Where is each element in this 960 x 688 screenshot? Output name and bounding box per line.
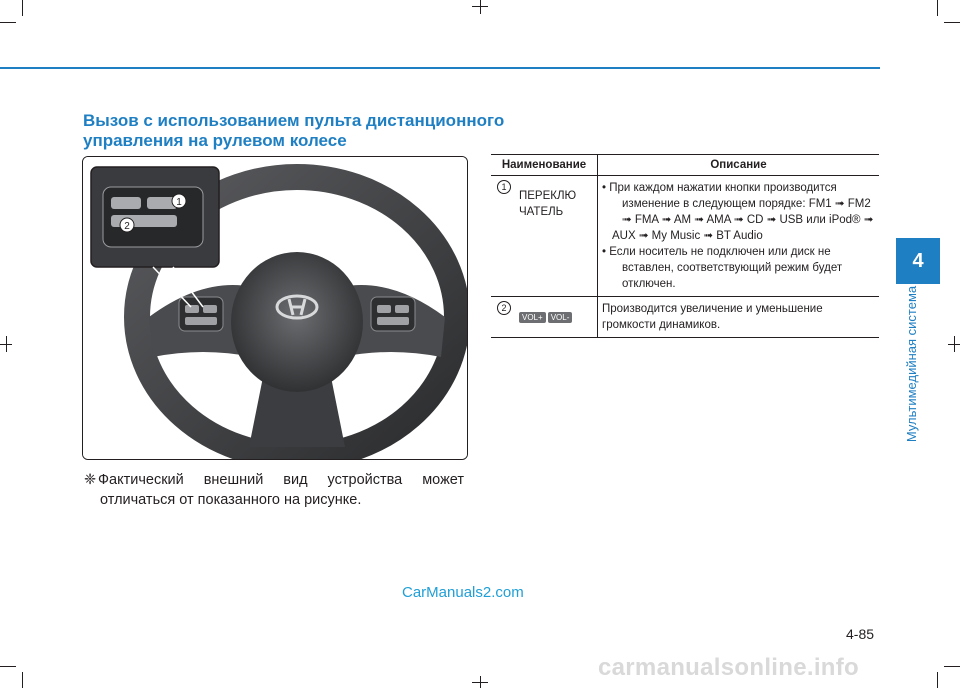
top-rule (0, 67, 880, 69)
heading-line-1: Вызов с использованием пульта дистанционного (83, 111, 505, 130)
chapter-label: Мультимедийная система (904, 285, 919, 443)
note-symbol: ❈ (84, 472, 97, 488)
crop-mark (480, 0, 481, 14)
right-button-cluster (371, 297, 415, 331)
chapter-tab: 4 (896, 238, 940, 284)
watermark-link[interactable]: CarManuals2.com (402, 584, 524, 601)
note-line-1: Фактический внешний вид устройства может (98, 472, 464, 488)
steering-wheel-figure (82, 156, 468, 460)
vol-plus-badge: VOL+ (519, 312, 546, 323)
controls-table (491, 154, 879, 338)
heading-line-2: управления на рулевом колесе (83, 131, 347, 150)
crop-mark (472, 6, 488, 7)
circled-number-2: 2 (497, 301, 511, 315)
crop-mark (22, 672, 23, 688)
airbag-cover (231, 252, 363, 392)
callout-1-marker (172, 194, 186, 208)
crop-mark (954, 336, 955, 352)
crop-mark (472, 682, 488, 683)
vol-minus-badge: VOL- (548, 312, 573, 323)
description-bullet-2: • Если носитель не подключен или диск не вставлен, соответствующий режим будет отключен. (602, 246, 843, 290)
row-2-name-cell (491, 297, 598, 338)
svg-text:1: 1 (176, 197, 182, 208)
crop-mark (6, 336, 7, 352)
svg-text:2: 2 (124, 221, 130, 232)
mode-switch-label: ПЕРЕКЛЮ ЧАТЕЛЬ (519, 190, 577, 218)
note-line-2: отличаться от показанного на рисунке. (100, 492, 362, 508)
row-1-description-cell (598, 176, 880, 297)
row-2-description-cell (598, 297, 880, 338)
circled-number-1: 1 (497, 180, 511, 194)
crop-mark (0, 22, 16, 23)
crop-mark (0, 666, 16, 667)
crop-mark (937, 0, 938, 16)
section-heading (83, 111, 523, 151)
callout-2-marker (120, 218, 134, 232)
steering-wheel-illustration (83, 157, 467, 459)
column-header-name: Наименование (491, 155, 598, 176)
volume-description-line-2: громкости динамиков. (602, 319, 721, 331)
description-bullet-1: • При каждом нажатии кнопки производится изменение в следующем порядке: FM1 ➟ FM2 ➟ FMA ➟ AM ➟ AMA ➟ CD ➟ USB или iPod® ➟ AUX ➟ My Music ➟ BT Audio (602, 182, 874, 242)
volume-description-line-1: Производится увеличение и уменьшение (602, 303, 823, 315)
row-1-name-cell (491, 176, 598, 297)
figure-note (84, 470, 464, 510)
column-header-description: Описание (598, 155, 880, 176)
crop-mark (937, 672, 938, 688)
crop-mark (22, 0, 23, 16)
footer-watermark: carmanualsonline.info (598, 654, 860, 681)
crop-mark (944, 666, 960, 667)
crop-mark (944, 22, 960, 23)
table-row (491, 297, 879, 338)
table-row (491, 176, 879, 297)
page-number: 4-85 (846, 626, 875, 642)
